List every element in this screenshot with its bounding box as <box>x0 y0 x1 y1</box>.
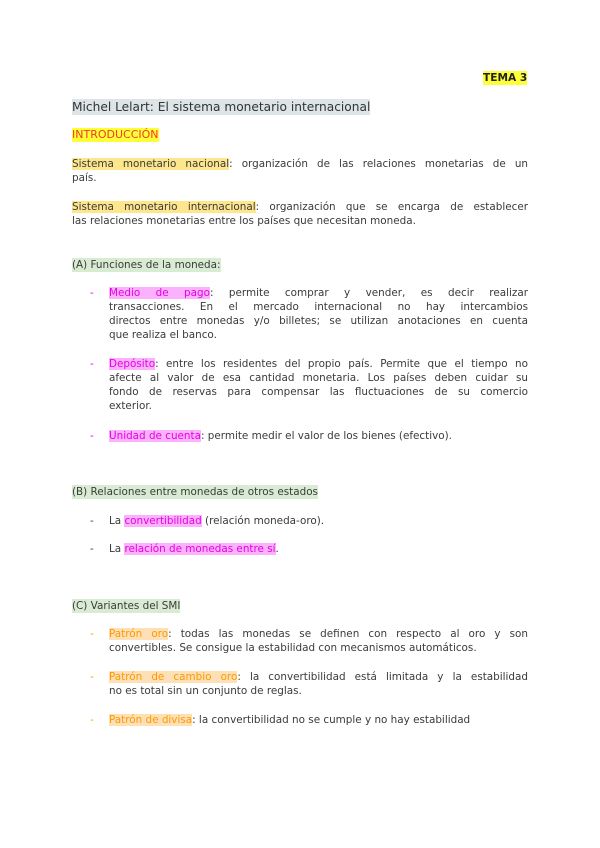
list-item-deposito <box>109 357 528 413</box>
bullet-dash: - <box>90 515 94 527</box>
list-item-term: Patrón de cambio oro <box>109 671 238 683</box>
bullet-dash: - <box>90 358 94 370</box>
list-item-term: Unidad de cuenta <box>109 430 201 442</box>
definition-text: : organización de las relaciones monetarias de un <box>229 158 528 170</box>
list-item-relacion-monedas <box>109 542 279 556</box>
list-item-patron-oro <box>109 627 528 655</box>
list-item-text: La <box>109 515 125 527</box>
section-a-heading: (A) Funciones de la moneda: <box>72 259 221 271</box>
list-item-text: . <box>275 543 279 555</box>
definition-text: país. <box>72 172 97 184</box>
definition-text: : organización que se encarga de establecer <box>255 201 528 213</box>
list-item-text: no es total sin un conjunto de reglas. <box>109 685 302 697</box>
definition-nacional <box>72 157 528 185</box>
list-item-text: que realiza el banco. <box>109 329 217 341</box>
tema-label: TEMA 3 <box>483 72 528 84</box>
list-item-text: exterior. <box>109 400 152 412</box>
intro-heading: INTRODUCCIÓN <box>72 128 159 141</box>
list-item-term: Medio de pago <box>109 287 210 299</box>
definition-text: las relaciones monetarias entre los países que necesitan moneda. <box>72 215 416 227</box>
definition-term: Sistema monetario nacional <box>72 158 230 170</box>
list-item-text: directos entre monedas y/o billetes; se utilizan anotaciones en cuenta <box>109 315 528 327</box>
list-item-term: convertibilidad <box>124 515 202 527</box>
list-item-text: (relación moneda-oro). <box>201 515 325 527</box>
list-item-text: transacciones. En el mercado internacional no hay intercambios <box>109 301 528 313</box>
list-item-text: : la convertibilidad está limitada y la estabilidad <box>237 671 528 683</box>
list-item-text: : entre los residentes del propio país. Permite que el tiempo no <box>155 358 528 370</box>
list-item-unidad-de-cuenta <box>109 429 528 443</box>
list-item-text: : permite comprar y vender, es decir realizar <box>209 287 528 299</box>
bullet-dash: - <box>90 714 94 726</box>
list-item-patron-cambio-oro <box>109 670 528 698</box>
definition-internacional <box>72 200 528 228</box>
definition-term: Sistema monetario internacional <box>72 201 256 213</box>
section-c-heading: (C) Variantes del SMI <box>72 600 181 612</box>
list-item-patron-divisa <box>109 713 534 727</box>
list-item-convertibilidad <box>109 514 324 528</box>
list-item-term: Patrón oro <box>109 628 169 640</box>
bullet-dash: - <box>90 430 94 442</box>
list-item-text: convertibles. Se consigue la estabilidad con mecanismos automáticos. <box>109 642 477 654</box>
list-item-text: : la convertibilidad no se cumple y no hay estabilidad <box>192 714 471 726</box>
list-item-text: : permite medir el valor de los bienes (efectivo). <box>200 430 452 442</box>
bullet-dash: - <box>90 287 94 299</box>
document-title: Michel Lelart: El sistema monetario internacional <box>72 100 371 114</box>
section-b-heading: (B) Relaciones entre monedas de otros estados <box>72 486 318 498</box>
list-item-medio-de-pago <box>109 286 528 342</box>
list-item-text: fondo de reservas para compensar las fluctuaciones de su comercio <box>109 386 528 398</box>
bullet-dash: - <box>90 671 94 683</box>
list-item-text: : todas las monedas se definen con respecto al oro y son <box>168 628 529 640</box>
list-item-text: La <box>109 543 125 555</box>
list-item-term: Depósito <box>109 358 156 370</box>
bullet-dash: - <box>90 628 94 640</box>
list-item-term: relación de monedas entre sí <box>124 543 276 555</box>
list-item-text: afecte al valor de esa cantidad monetaria. Los países deben cuidar su <box>109 372 528 384</box>
bullet-dash: - <box>90 543 94 555</box>
list-item-term: Patrón de divisa <box>109 714 193 726</box>
